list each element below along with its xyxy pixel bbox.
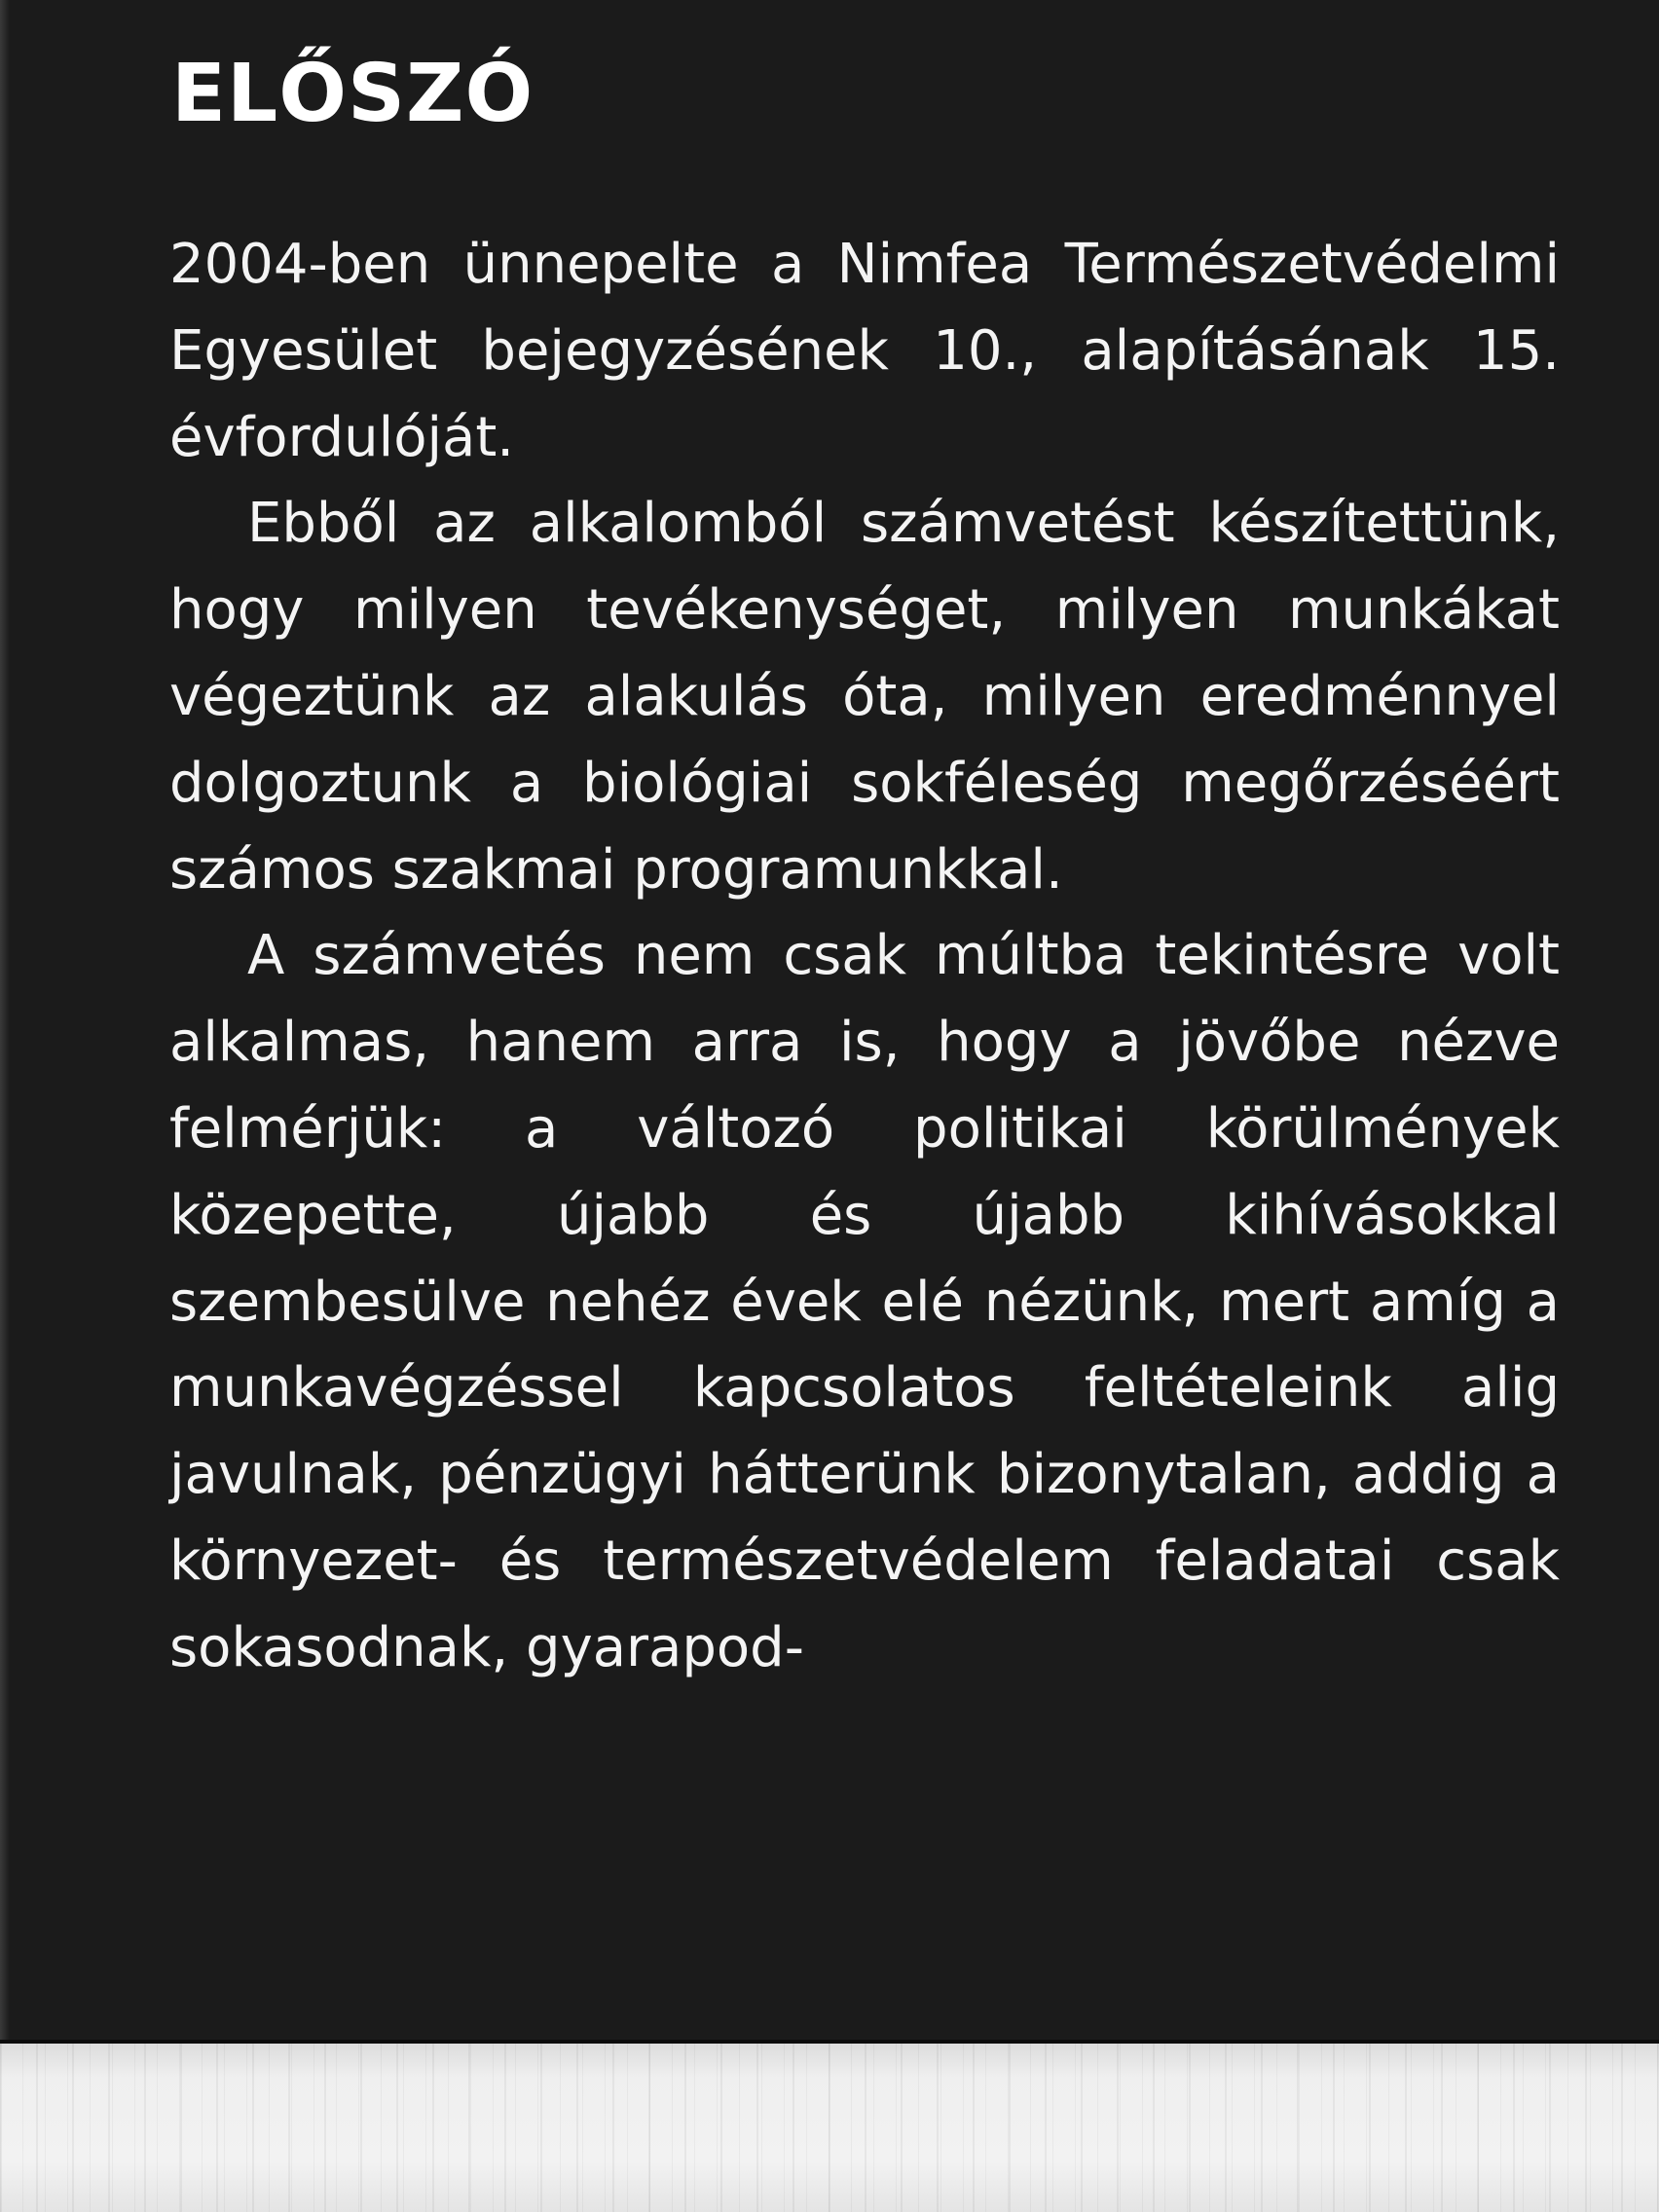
- paragraph-1: 2004-ben ünnepelte a Nimfea Természetvédelmi Egyesület bejegyzésének 10., alapításának 15. évfordulóját.: [169, 233, 1560, 469]
- paragraph-3: A számvetés nem csak múltba tekintésre volt alkalmas, hanem arra is, hogy a jövőbe nézve felmérjük: a változó politikai körülmények közepette, újabb és újabb kihívásokkal szembesülve nehéz évek elé nézünk, mert amíg a munkavégzéssel kapcsolatos feltételeink alig javulnak, pénzügyi hátterünk bizonytalan, addig a környezet- és természetvédelem feladatai csak sokasodnak, gyarapod-: [169, 924, 1560, 1679]
- paragraph-2: Ebből az alkalomból számvetést készítettünk, hogy milyen tevékenységet, milyen munkákat végeztünk az alakulás óta, milyen eredménnyel dolgoztunk a biológiai sokféleség megőrzéséért számos szakmai programunkkal.: [169, 492, 1560, 902]
- preface-body: [169, 222, 1560, 1692]
- page-left-edge: [0, 0, 10, 2040]
- page-title: ELŐSZÓ: [171, 48, 535, 140]
- paper-bottom-strip: [0, 2044, 1659, 2212]
